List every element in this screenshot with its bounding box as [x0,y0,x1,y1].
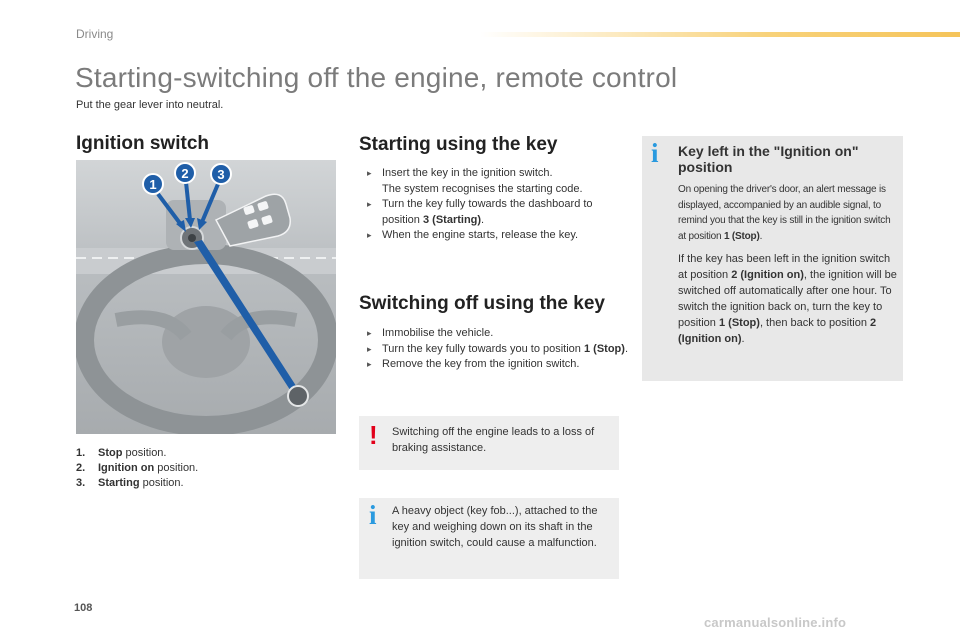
ignition-photo [76,160,336,434]
list-item: 1. Stop position. [76,447,167,459]
starting-heading: Starting using the key [359,134,558,155]
list-item: 3. Starting position. [76,477,184,489]
bullet-icon: ▸ [367,199,372,209]
list-item: ▸ Remove the key from the ignition switch. [367,357,629,373]
switching-heading: Switching off using the key [359,293,605,314]
svg-text:2: 2 [181,166,189,181]
callout-3 [211,164,231,184]
info-text: A heavy object (key fob...), attached to the key and weighing down on its shaft in the ignition switch, could cause a malfunction. [392,505,598,549]
info-icon: i [369,500,377,530]
switching-steps [367,326,629,373]
key-left-paragraph-1: On opening the driver's door, an alert message is displayed, accompanied by an audible signal, to remind you that the key is still in the ignition switch at position 1 (Stop). [678,184,891,242]
bullet-icon: ▸ [367,343,372,354]
intro-text: Put the gear lever into neutral. [76,99,224,111]
starting-steps [367,166,629,244]
page-number: 108 [74,602,93,614]
list-item: ▸ Insert the key in the ignition switch. The system recognises the starting code. [367,167,583,195]
list-item: 2. Ignition on position. [76,462,199,474]
svg-text:3: 3 [217,167,225,182]
list-item: ▸ Turn the key fully towards you to position 1 (Stop). [367,342,629,358]
header-bar [480,32,960,37]
key-left-title: Key left in the "Ignition on" position [678,143,859,175]
list-item: ▸ Turn the key fully towards the dashboard to position 3 (Starting). [367,198,593,226]
bullet-icon: ▸ [367,168,372,178]
key-left-paragraph-2: If the key has been left in the ignition switch at position 2 (Ignition on), the ignition will be switched off automatically after one hour. To switch the ignition back on, turn the key to position 1 (Stop), then back to position 2 (Ignition on). [678,253,897,345]
info-icon: i [651,138,659,168]
section-label: Driving [76,27,114,41]
ignition-position-list [76,446,198,491]
svg-text:1: 1 [149,177,157,192]
warning-icon: ! [369,420,378,450]
list-item: ▸ Immobilise the vehicle. [367,326,629,342]
warning-text: Switching off the engine leads to a loss of braking assistance. [392,426,595,454]
watermark: carmanualsonline.info [704,615,847,630]
warning-box [359,416,619,470]
info-box [359,498,619,579]
bullet-icon: ▸ [367,328,372,338]
callout-2 [175,163,195,183]
key-left-box [642,136,903,381]
bullet-icon: ▸ [367,230,372,240]
page-title: Starting-switching off the engine, remote control [75,62,678,93]
ignition-switch-heading: Ignition switch [76,133,209,154]
list-item: ▸ When the engine starts, release the key. [367,228,629,244]
bullet-icon: ▸ [367,359,372,369]
callout-1 [143,174,163,194]
